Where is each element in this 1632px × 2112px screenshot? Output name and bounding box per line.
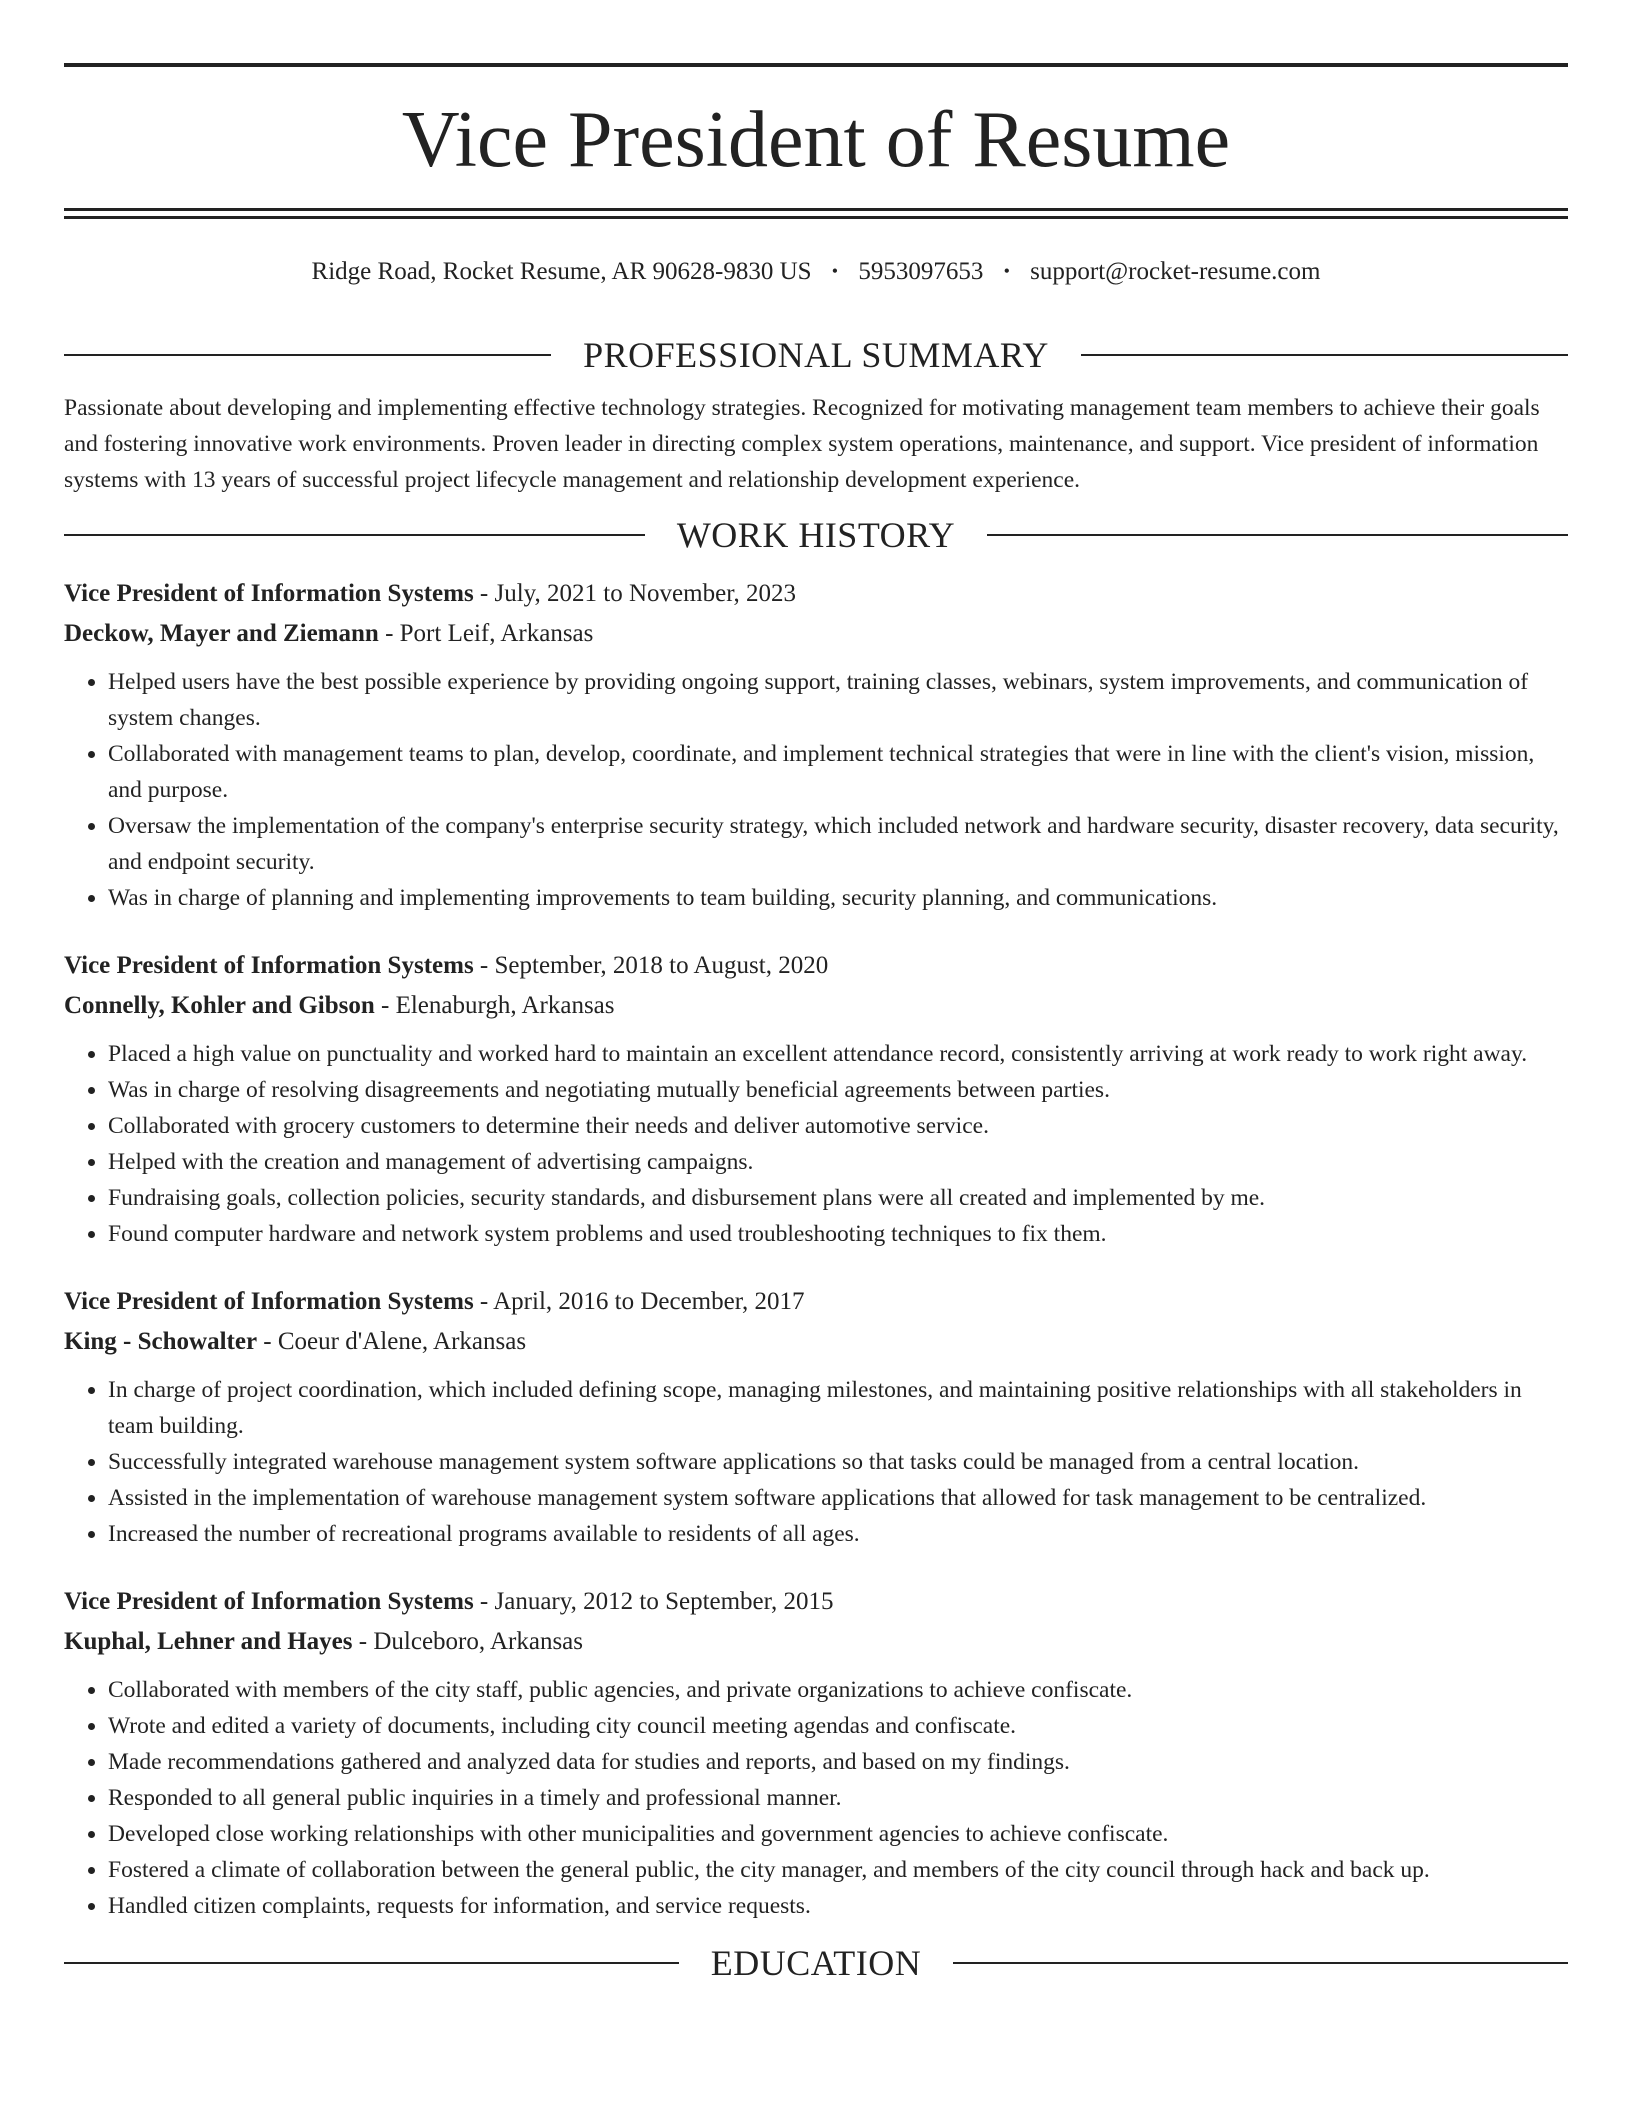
section-heading-label: PROFESSIONAL SUMMARY xyxy=(583,335,1049,375)
heading-rule-right xyxy=(953,1962,1568,1964)
job-title-line: Vice President of Information Systems - January, 2012 to September, 2015 xyxy=(64,1588,834,1615)
resume-content xyxy=(64,330,1568,1988)
section-heading-education xyxy=(64,1938,1568,1988)
contact-separator: • xyxy=(1003,261,1010,281)
heading-rule-left xyxy=(64,1962,679,1964)
job-bullet: • Handled citizen complaints, requests for information, and service requests. xyxy=(108,1888,1568,1924)
job-entry xyxy=(64,1282,1568,1552)
contact-email: support@rocket-resume.com xyxy=(1030,258,1321,285)
section-heading-label: EDUCATION xyxy=(710,1943,922,1983)
contact-phone: 5953097653 xyxy=(858,258,984,285)
job-bullet: • Fundraising goals, collection policies, security standards, and disbursement plans were all created and implemented by me. xyxy=(108,1180,1568,1216)
job-bullet: • Wrote and edited a variety of documents, including city council meeting agendas and confiscate. xyxy=(108,1708,1568,1744)
job-bullet: • Developed close working relationships with other municipalities and government agencies to achieve confiscate. xyxy=(108,1816,1568,1852)
job-location: Elenaburgh, Arkansas xyxy=(395,992,615,1019)
job-bullet: • In charge of project coordination, which included defining scope, managing milestones, and maintaining positive relationships with all stakeholders in team building. xyxy=(108,1372,1568,1444)
section-heading-summary xyxy=(64,330,1568,380)
job-bullet: • Successfully integrated warehouse management system software applications so that tasks could be managed from a central location. xyxy=(108,1444,1568,1480)
job-bullet: • Increased the number of recreational programs available to residents of all ages. xyxy=(108,1516,1568,1552)
job-bullet: • Helped users have the best possible experience by providing ongoing support, training classes, webinars, system improvements, and communication of system changes. xyxy=(108,664,1568,736)
resume-title: Vice President of Resume xyxy=(401,96,1231,184)
job-bullet: • Placed a high value on punctuality and worked hard to maintain an excellent attendance record, consistently arriving at work ready to work right away. xyxy=(108,1036,1568,1072)
job-bullet: • Was in charge of resolving disagreements and negotiating mutually beneficial agreements between parties. xyxy=(108,1072,1568,1108)
job-dates: July, 2021 to November, 2023 xyxy=(494,580,797,607)
job-company-line: King - Schowalter - Coeur d'Alene, Arkansas xyxy=(64,1328,527,1355)
contact-line xyxy=(64,254,1568,289)
job-bullets xyxy=(64,1672,1568,1924)
job-company-line: Deckow, Mayer and Ziemann - Port Leif, Arkansas xyxy=(64,620,594,647)
job-bullet: • Collaborated with management teams to plan, develop, coordinate, and implement technical strategies that were in line with the client's vision, mission, and purpose. xyxy=(108,736,1568,808)
job-bullet: • Responded to all general public inquiries in a timely and professional manner. xyxy=(108,1780,1568,1816)
job-bullet: • Helped with the creation and management of advertising campaigns. xyxy=(108,1144,1568,1180)
job-title-line: Vice President of Information Systems - September, 2018 to August, 2020 xyxy=(64,952,829,979)
section-heading-label: WORK HISTORY xyxy=(676,515,956,555)
job-location: Coeur d'Alene, Arkansas xyxy=(277,1328,527,1355)
job-dates: September, 2018 to August, 2020 xyxy=(494,952,829,979)
job-location: Port Leif, Arkansas xyxy=(399,620,594,647)
job-bullet: • Collaborated with grocery customers to determine their needs and deliver automotive service. xyxy=(108,1108,1568,1144)
job-title: Vice President of Information Systems xyxy=(64,1288,474,1315)
job-bullets xyxy=(64,1372,1568,1552)
job-bullets xyxy=(64,664,1568,916)
job-bullet: • Made recommendations gathered and analyzed data for studies and reports, and based on my findings. xyxy=(108,1744,1568,1780)
job-entry xyxy=(64,1582,1568,1924)
job-company: King - Schowalter xyxy=(64,1328,258,1355)
title-rule-lower xyxy=(64,216,1568,219)
job-bullets xyxy=(64,1036,1568,1252)
contact-separator: • xyxy=(831,261,839,281)
job-title: Vice President of Information Systems xyxy=(64,952,474,979)
job-location: Dulceboro, Arkansas xyxy=(373,1628,584,1655)
job-company-line: Kuphal, Lehner and Hayes - Dulceboro, Arkansas xyxy=(64,1628,584,1655)
job-dates: April, 2016 to December, 2017 xyxy=(493,1288,805,1315)
job-title: Vice President of Information Systems xyxy=(64,580,474,607)
job-title-line: Vice President of Information Systems - April, 2016 to December, 2017 xyxy=(64,1288,805,1315)
heading-rule-right xyxy=(1081,354,1568,356)
section-heading-work-history xyxy=(64,510,1568,560)
contact-address: Ridge Road, Rocket Resume, AR 90628-9830 US xyxy=(311,258,812,285)
job-entry xyxy=(64,946,1568,1252)
job-bullet: • Fostered a climate of collaboration between the general public, the city manager, and members of the city council through hack and back up. xyxy=(108,1852,1568,1888)
summary-text: Passionate about developing and implementing effective technology strategies. Recognized for motivating management team members to achieve their goals and fostering innovative work environments. Proven leader in directing complex system operations, maintenance, and support. Vice president of information systems with 13 years of successful project lifecycle management and relationship development experience. xyxy=(64,395,1540,493)
job-bullet: • Was in charge of planning and implementing improvements to team building, security planning, and communications. xyxy=(108,880,1568,916)
heading-rule-right xyxy=(987,534,1568,536)
job-company: Deckow, Mayer and Ziemann xyxy=(64,620,379,647)
job-bullet: • Found computer hardware and network system problems and used troubleshooting techniques to fix them. xyxy=(108,1216,1568,1252)
job-bullet: • Oversaw the implementation of the company's enterprise security strategy, which included network and hardware security, disaster recovery, data security, and endpoint security. xyxy=(108,808,1568,880)
top-rule xyxy=(64,63,1568,67)
job-entry xyxy=(64,574,1568,916)
job-company: Kuphal, Lehner and Hayes xyxy=(64,1628,353,1655)
heading-rule-left xyxy=(64,534,645,536)
job-bullet: • Assisted in the implementation of warehouse management system software applications that allowed for task management to be centralized. xyxy=(108,1480,1568,1516)
job-company-line: Connelly, Kohler and Gibson - Elenaburgh, Arkansas xyxy=(64,992,615,1019)
job-title-line: Vice President of Information Systems - July, 2021 to November, 2023 xyxy=(64,580,797,607)
title-rule-upper xyxy=(64,208,1568,211)
heading-rule-left xyxy=(64,354,551,356)
job-dates: January, 2012 to September, 2015 xyxy=(494,1588,834,1615)
job-company: Connelly, Kohler and Gibson xyxy=(64,992,375,1019)
job-bullet: • Collaborated with members of the city staff, public agencies, and private organizations to achieve confiscate. xyxy=(108,1672,1568,1708)
job-title: Vice President of Information Systems xyxy=(64,1588,474,1615)
